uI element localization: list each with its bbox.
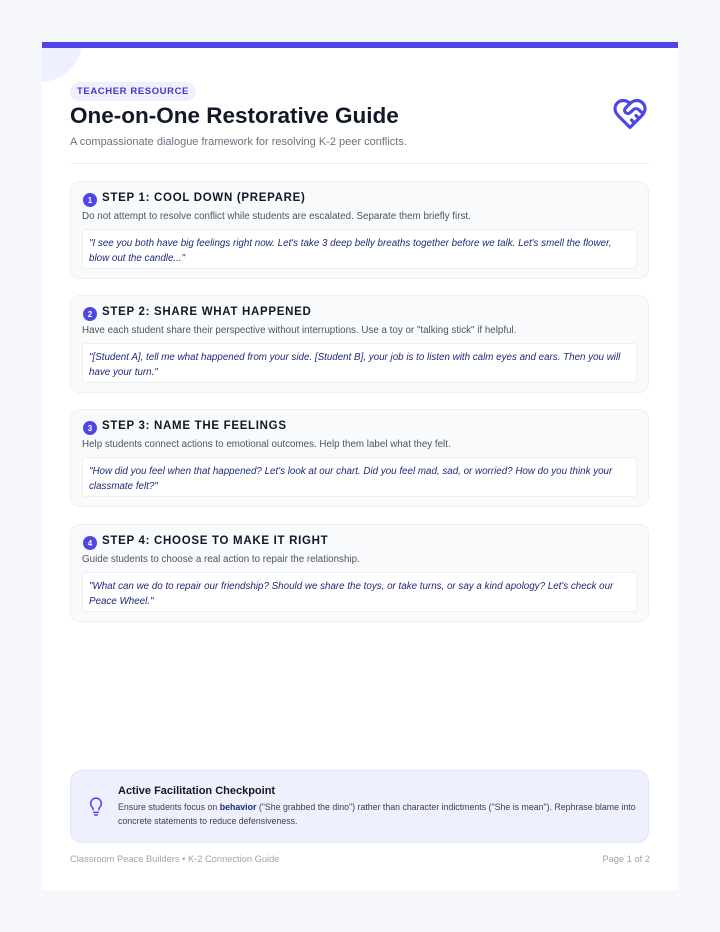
- lightbulb-icon: [88, 796, 104, 818]
- heart-handshake-icon: [611, 96, 649, 132]
- corner-decoration: [42, 42, 82, 82]
- step-card-3: [70, 409, 649, 507]
- resource-badge: TEACHER RESOURCE: [70, 82, 196, 101]
- step-script-quote: "I see you both have big feelings right now. Let's take 3 deep belly breaths together before we talk. Let's smell the flower, blow out the candle...": [82, 229, 637, 269]
- facilitation-checkpoint-callout: [70, 770, 649, 843]
- checkpoint-body: [118, 800, 638, 828]
- step-card-4: [70, 524, 649, 622]
- page-number: Page 1 of 2: [602, 854, 650, 864]
- step-card-2: [70, 295, 649, 393]
- checkpoint-title: Active Facilitation Checkpoint: [118, 785, 276, 797]
- step-title: STEP 2: SHARE WHAT HAPPENED: [102, 306, 312, 318]
- step-title: STEP 1: COOL DOWN (PREPARE): [102, 192, 306, 204]
- checkpoint-text-lead: Ensure students focus on: [118, 802, 220, 812]
- document-page: [42, 42, 678, 890]
- footer-title: Classroom Peace Builders • K-2 Connection Guide: [70, 854, 280, 864]
- checkpoint-text-rest: ("She grabbed the dino") rather than character indictments ("She is mean"). Rephrase blame into concrete statements to reduce defensiveness.: [118, 802, 636, 826]
- page-subtitle: A compassionate dialogue framework for resolving K-2 peer conflicts.: [70, 136, 407, 148]
- checkpoint-emphasis: behavior: [219, 802, 257, 812]
- step-description: Do not attempt to resolve conflict while students are escalated. Separate them briefly first.: [82, 211, 471, 222]
- step-card-1: [70, 181, 649, 279]
- step-number-badge: 4: [83, 536, 97, 550]
- step-script-quote: "[Student A], tell me what happened from your side. [Student B], your job is to listen with calm eyes and ears. Then you will have your turn.": [82, 343, 637, 383]
- step-number-badge: 1: [83, 193, 97, 207]
- step-number-badge: 3: [83, 421, 97, 435]
- header-divider: [70, 163, 650, 164]
- step-description: Guide students to choose a real action to repair the relationship.: [82, 554, 360, 565]
- step-title: STEP 3: NAME THE FEELINGS: [102, 420, 287, 432]
- step-script-quote: "How did you feel when that happened? Let's look at our chart. Did you feel mad, sad, or worried? How do you think your classmate felt?": [82, 457, 637, 497]
- page-title: One-on-One Restorative Guide: [70, 103, 399, 128]
- step-script-quote: "What can we do to repair our friendship? Should we share the toys, or take turns, or say a kind apology? Let's check our Peace Wheel.": [82, 572, 637, 612]
- step-number-badge: 2: [83, 307, 97, 321]
- step-title: STEP 4: CHOOSE TO MAKE IT RIGHT: [102, 535, 329, 547]
- step-description: Have each student share their perspective without interruptions. Use a toy or "talking stick" if helpful.: [82, 325, 517, 336]
- step-description: Help students connect actions to emotional outcomes. Help them label what they felt.: [82, 439, 451, 450]
